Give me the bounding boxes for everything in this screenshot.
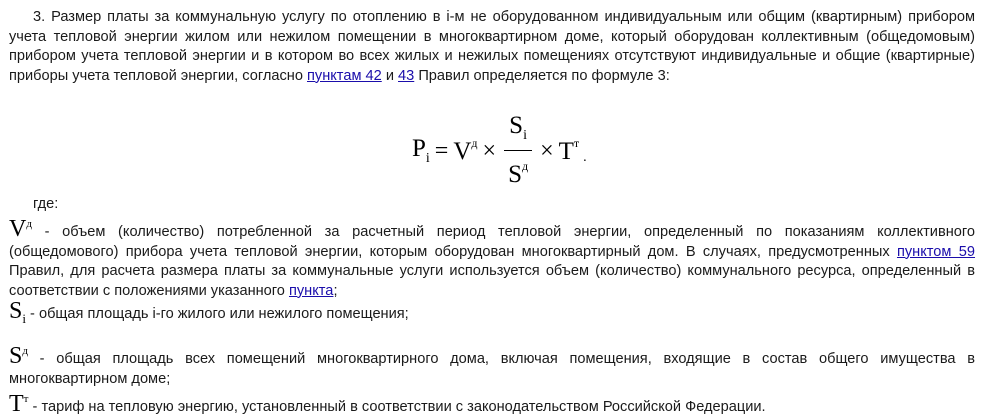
link-punkt-42[interactable]: пунктам 42	[307, 67, 382, 84]
definition-vd-text-c: ;	[333, 282, 338, 299]
symbol-tt: $T^т$	[9, 391, 29, 417]
definition-tt-text: - тариф на тепловую энергию, установленный в соответствии с законодательством Российской Федерации.	[28, 399, 766, 415]
definition-vd-text-b: Правил, для расчета размера платы за коммунальные услуги используется объем (количество) коммунального ресурса, определенный в соответствии с положениями указанного	[9, 263, 975, 299]
definition-si-text: - общая площадь i-го жилого или нежилого помещения;	[25, 306, 409, 322]
symbol-vd: $V^д$	[9, 216, 32, 242]
formula-equals: =	[434, 137, 449, 164]
formula-period: .	[583, 150, 587, 165]
fraction-denominator: $S^д$	[508, 159, 529, 189]
definition-sd	[9, 342, 975, 389]
formula-t: $T^т$	[558, 136, 580, 165]
formula-v: $V^д$	[453, 136, 478, 165]
formula-times-1: ×	[482, 137, 497, 164]
intro-paragraph	[9, 8, 975, 86]
symbol-si: $S_i$	[9, 298, 26, 326]
intro-text-b: и	[381, 67, 399, 84]
formula-times-2: ×	[540, 137, 554, 164]
formula-3	[412, 111, 587, 189]
definition-sd-text: - общая площадь всех помещений многоквартирного дома, включая помещения, входящие в состав общего имущества в многоквартирном доме;	[9, 351, 975, 387]
fraction-numerator: $S_i$	[509, 111, 527, 143]
link-punkt-59[interactable]: пунктом 59	[896, 243, 976, 260]
formula-fraction	[504, 112, 532, 190]
intro-text-a: 3. Размер платы за коммунальную услугу по отоплению в i-м не оборудованном индивидуальным или общим (квартирным) прибором учета тепловой энергии жилом или нежилом помещении в многоквартирном доме, который оборудован коллективным (общедомовым) прибором учета тепловой энергии и в котором во всех жилых и нежилых помещениях отсутствуют индивидуальные и общие (квартирные) приборы учета тепловой энергии, согласно	[9, 9, 975, 84]
formula-t-sup: т	[573, 136, 580, 150]
symbol-sd: $S^д$	[9, 343, 28, 369]
link-punkta[interactable]: пункта	[288, 282, 334, 299]
formula-p-sub: i	[425, 151, 430, 166]
definition-tt	[9, 390, 975, 418]
definition-si	[9, 298, 975, 329]
intro-text-c: Правил определяется по формуле 3:	[414, 67, 670, 84]
formula-p: $P_i$	[412, 135, 430, 166]
formula-v-sup: д	[471, 136, 478, 150]
where-label: где:	[33, 196, 59, 212]
definition-vd	[9, 215, 975, 301]
link-punkt-43[interactable]: 43	[398, 67, 415, 84]
definition-vd-text-a: - объем (количество) потребленной за расчетный период тепловой энергии, определенный по показаниям коллективного (общедомового) прибора учета тепловой энергии, которым оборудован многоквартирный дом. В случаях, предусмотренных	[9, 224, 975, 260]
